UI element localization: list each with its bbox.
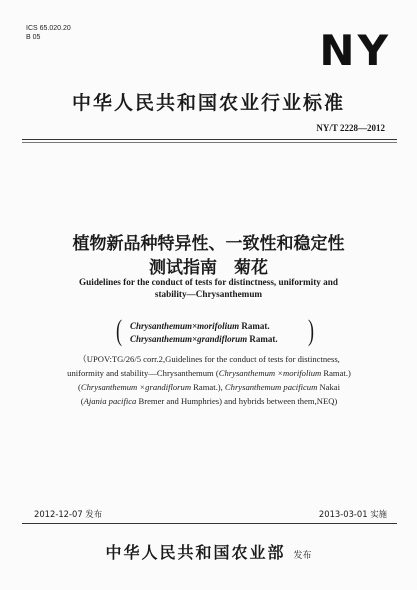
equivalence-line3: (Chrysanthemum ×grandiflorum Ramat.), Chrysanthemum pacificum Nakai (78, 382, 340, 392)
equivalence-line2: uniformity and stability—Chrysanthemum (Chrysanthemum ×morifolium Ramat.) (67, 368, 351, 378)
latin-names (130, 320, 278, 346)
latin-name-row (130, 320, 278, 333)
ics-code: ICS 65.020.20 (26, 25, 71, 32)
latin-author: Ramat. (249, 334, 278, 344)
publisher (0, 540, 417, 563)
classification-codes (26, 24, 71, 42)
implement-date: 2013-03-01 实施 (318, 509, 387, 519)
latin-species: Chrysanthemum×grandiflorum (130, 334, 248, 344)
standard-type-title: 中华人民共和国农业行业标准 (71, 92, 345, 114)
latin-names-block (116, 314, 314, 348)
equivalence-line4: (Ajania pacifica Bremer and Humphries) and hybrids between them,NEQ) (80, 396, 338, 406)
header-divider-thin (22, 142, 397, 143)
latin-author: Ramat. (241, 321, 270, 331)
chinese-title-line2: 测试指南 菊花 (149, 258, 268, 278)
footer-divider (22, 523, 397, 524)
chinese-title-line1: 植物新品种特异性、一致性和稳定性 (72, 234, 345, 254)
standard-mark-logo: NY (319, 26, 391, 75)
ccs-code: B 05 (26, 34, 41, 41)
latin-name-row (130, 333, 278, 346)
header-divider-thick (22, 139, 397, 140)
english-title-line1: Guidelines for the conduct of tests for distinctness, uniformity and (79, 277, 338, 287)
publish-date: 2012-12-07 发布 (34, 509, 103, 519)
english-title (0, 276, 417, 300)
chinese-title (0, 232, 417, 280)
publisher-action: 发布 (293, 551, 312, 561)
latin-species: Chrysanthemum×morifolium (130, 321, 240, 331)
equivalence-statement (28, 352, 390, 408)
publisher-name: 中华人民共和国农业部 (105, 543, 286, 562)
close-brace: ) (308, 314, 314, 347)
open-brace: ( (116, 314, 122, 347)
standard-number: NY/T 2228—2012 (316, 123, 385, 133)
english-title-line2: stability—Chrysanthemum (154, 289, 263, 299)
equivalence-line1: （UPOV:TG/26/5 corr.2,Guidelines for the conduct of tests for distinctness, (78, 354, 340, 364)
